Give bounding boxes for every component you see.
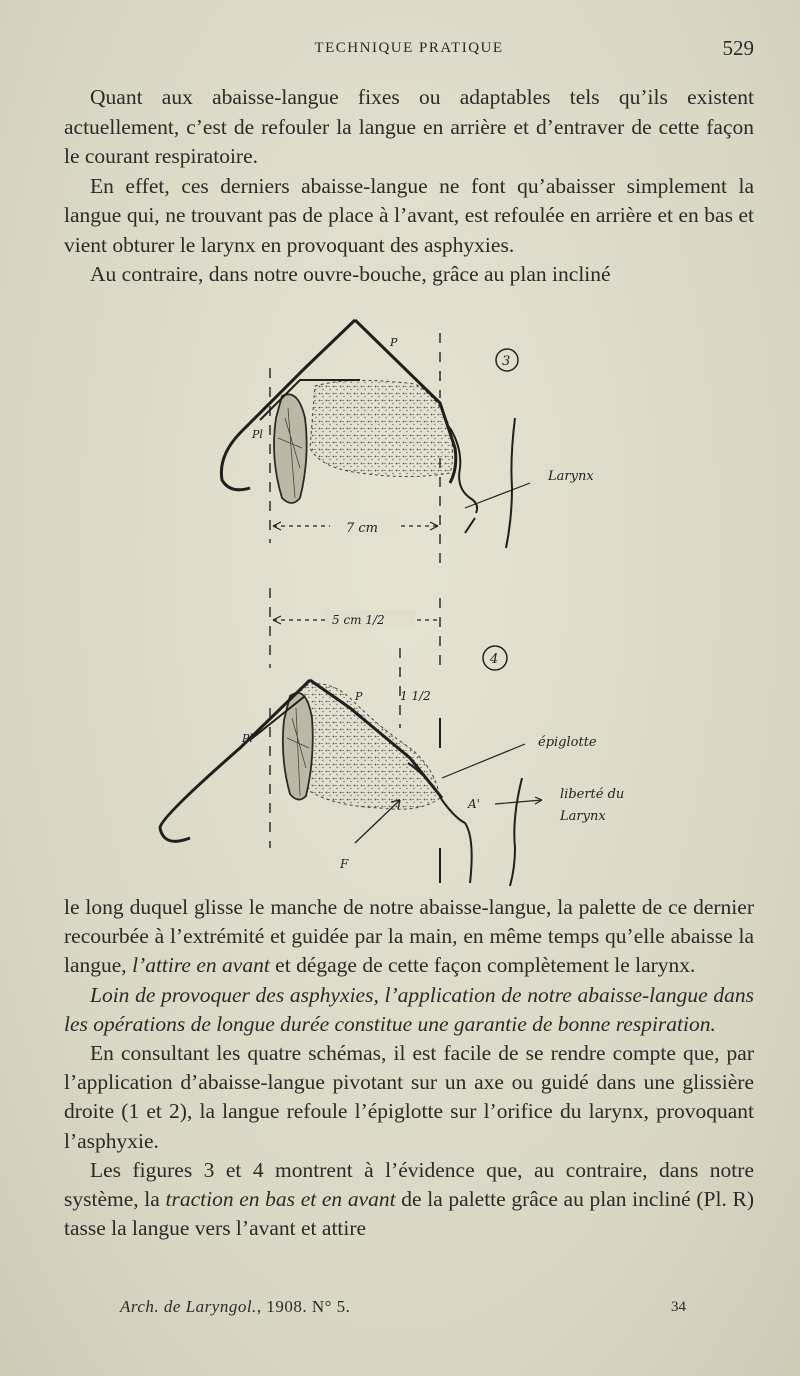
paragraph: Quant aux abaisse-langue fixes ou adaptables tels qu’ils existent actuellement, c’est de refouler la langue en arrière et d’entraver de cette façon le courant respiratoire. — [64, 85, 754, 168]
italic-run: l’attire en avant — [132, 953, 270, 978]
fig4-label-pl: Pl — [242, 732, 253, 745]
schematic-figure — [150, 308, 710, 893]
fig4-dimension: 1 1/2 — [400, 689, 431, 703]
paragraph: Au contraire, dans notre ouvre-bouche, grâce au plan incliné — [90, 262, 611, 286]
figure-4 — [160, 646, 624, 886]
fig3-label-larynx: Larynx — [548, 469, 594, 484]
journal-name: Arch. de Laryngol. — [120, 1297, 257, 1316]
text-run: et dégage de cette façon complètement le larynx. — [269, 953, 696, 978]
fig3-dimension-label: 7 cm — [346, 521, 379, 536]
paragraph-italic — [64, 981, 754, 1039]
italic-run: traction en bas et en avant — [165, 1187, 396, 1212]
journal-details: , 1908. N° 5. — [256, 1297, 351, 1316]
fig3-incisor — [274, 394, 307, 503]
fig4-label-epiglotte: épiglotte — [538, 735, 597, 750]
fig4-label-a: A' — [468, 797, 480, 811]
body-text-bottom — [64, 893, 754, 1243]
fig3-number: 3 — [502, 354, 511, 369]
footer — [64, 1297, 754, 1321]
fig4-label-f: F — [340, 857, 349, 871]
figure-3 — [221, 320, 594, 668]
paragraph: En consultant les quatre schémas, il est facile de se rendre compte que, par l’application d’abaisse-langue pivotant sur un axe ou guidé dans une glissière droite (1 et 2), la langue refoule l’épiglotte sur l’orifice du larynx, provoquant l’asphyxie. — [64, 1041, 754, 1153]
figure-drawing — [150, 308, 710, 893]
fig3-label-pl: Pl — [252, 428, 263, 441]
text-run: Les figures 3 et 4 montrent à l’évidence que, au contraire, dans notre système, la — [64, 1157, 754, 1212]
running-head — [64, 36, 754, 62]
footer-citation — [120, 1297, 350, 1317]
fig3-dimension-mid: 5 cm 1/2 — [332, 613, 385, 627]
text-run: de la palette grâce au plan incliné (Pl. R) tasse la langue vers l’avant et attire — [64, 1187, 754, 1241]
fig4-label-p: P — [355, 690, 363, 703]
italic-run: Loin de provoquer des asphyxies, l’application de notre abaisse-langue dans les opérations de longue durée constitue une garantie de bonne respiration. — [64, 982, 754, 1036]
fig4-label-liberte-2: Larynx — [560, 809, 606, 824]
signature-mark: 34 — [671, 1299, 686, 1315]
page-number: 529 — [722, 36, 754, 60]
fig4-label-liberte: liberté du — [560, 787, 625, 802]
running-head-title: TECHNIQUE PRATIQUE — [314, 40, 504, 56]
text-run: le long duquel glisse le manche de notre abaisse-langue, la palette de ce dernier recourbée à l’extrémité et guidée par la main, en même temps qu’elle abaisse la langue, — [64, 895, 754, 978]
fig4-number: 4 — [490, 652, 499, 667]
paragraph: En effet, ces derniers abaisse-langue ne font qu’abaisser simplement la langue qui, ne trouvant pas de place à l’avant, est refoulée en arrière et en bas et vient obturer le larynx en provoquant des asphyxies. — [64, 173, 754, 257]
fig3-label-p: P — [390, 336, 398, 349]
paragraph — [64, 1156, 754, 1244]
paragraph — [64, 893, 754, 981]
body-text-top — [64, 83, 754, 290]
